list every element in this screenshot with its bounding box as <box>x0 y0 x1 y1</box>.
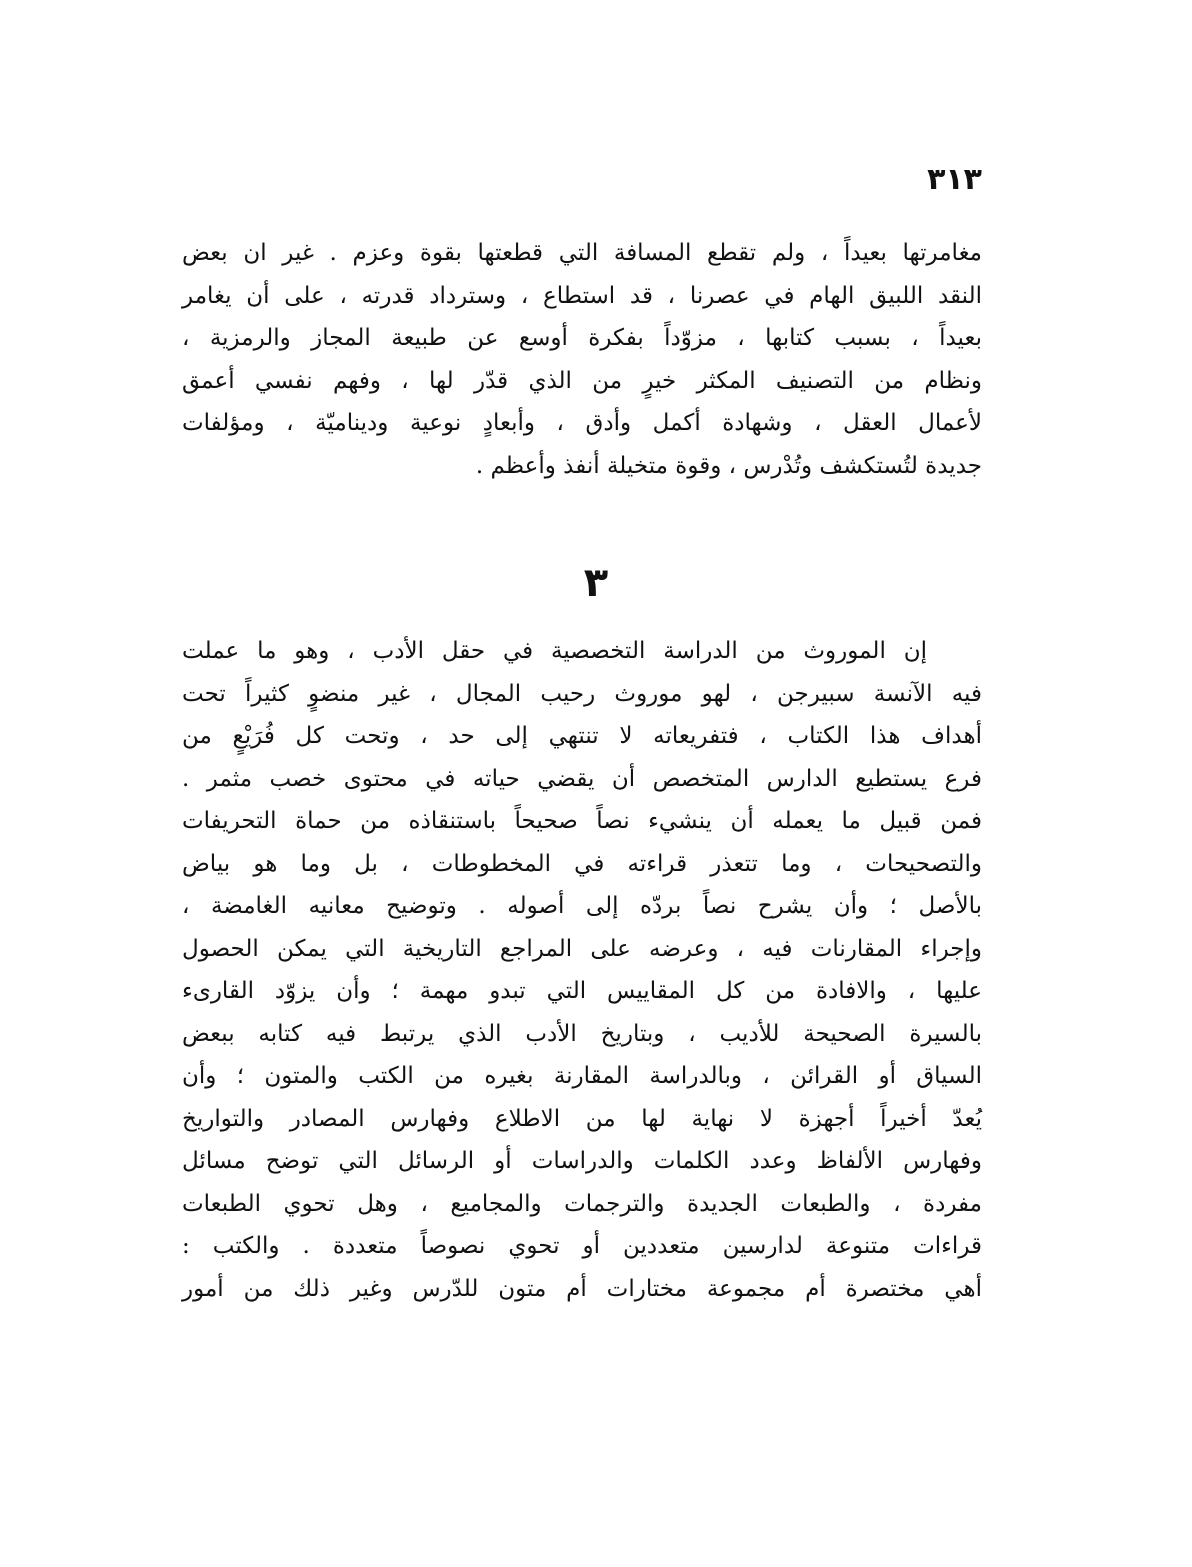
text-line: مفردة ، والطبعات الجديدة والترجمات والمجاميع ، وهل تحوي الطبعات <box>182 1190 982 1217</box>
text-line: السياق أو القرائن ، وبالدراسة المقارنة بغيره من الكتب والمتون ؛ وأن <box>182 1063 982 1089</box>
section-number: ٣ <box>583 560 609 606</box>
text-line: وإجراء المقارنات فيه ، وعرضه على المراجع التاريخية التي يمكن الحصول <box>182 935 982 962</box>
text-line: ونظام من التصنيف المكثر خيرٍ من الذي قدّر لها ، وفهم نفسي أعمق <box>182 367 982 394</box>
text-line: بالأصل ؛ وأن يشرح نصاً بردّه إلى أصوله . وتوضيح معانيه الغامضة ، <box>182 893 982 919</box>
text-line: جديدة لتُستكشف وتُدْرس ، وقوة متخيلة أنفذ وأعظم . <box>475 452 982 479</box>
text-line: بالسيرة الصحيحة للأديب ، وبتاريخ الأدب الذي يرتبط فيه كتابه ببعض <box>182 1020 982 1047</box>
text-line: لأعمال العقل ، وشهادة أكمل وأدق ، وأبعادٍ نوعية وديناميّة ، ومؤلفات <box>182 410 982 436</box>
text-line: عليها ، والافادة من كل المقاييس التي تبدو مهمة ؛ وأن يزوّد القارىء <box>182 978 982 1004</box>
text-line: فرع يستطيع الدارس المتخصص أن يقضي حياته في محتوى خصب مثمر . <box>182 765 982 792</box>
page-number: ٣١٣ <box>927 162 982 197</box>
text-line: أهي مختصرة أم مجموعة مختارات أم متون للدّرس وغير ذلك من أمور <box>182 1275 982 1302</box>
body-paragraph <box>182 630 982 1310</box>
text-line: فمن قبيل ما يعمله أن ينشيء نصاً صحيحاً باستنقاذه من حماة التحريفات <box>182 808 982 834</box>
text-line: أهداف هذا الكتاب ، فتفريعاته لا تنتهي إلى حد ، وتحت كل فُرَيْعٍ من <box>182 723 982 749</box>
text-line: مغامرتها بعيداً ، ولم تقطع المسافة التي قطعتها بقوة وعزم . غير ان بعض <box>182 240 982 266</box>
text-line: إن الموروث من الدراسة التخصصية في حقل الأدب ، وهو ما عملت <box>182 638 927 664</box>
text-line: وفهارس الألفاظ وعدد الكلمات والدراسات أو الرسائل التي توضح مسائل <box>182 1148 982 1174</box>
text-line: فيه الآنسة سبيرجن ، لهو موروث رحيب المجال ، غير منضوٍ كثيراً تحت <box>182 680 982 707</box>
text-line: بعيداً ، بسبب كتابها ، مزوّداً بفكرة أوسع عن طبيعة المجاز والرمزية ، <box>182 325 982 351</box>
text-line: قراءات متنوعة لدارسين متعددين أو تحوي نصوصاً متعددة . والكتب : <box>182 1233 982 1259</box>
text-line: يُعدّ أخيراً أجهزة لا نهاية لها من الاطلاع وفهارس المصادر والتواريخ <box>182 1105 982 1132</box>
text-line: النقد اللبيق الهام في عصرنا ، قد استطاع ، وسترداد قدرته ، على أن يغامر <box>182 282 982 309</box>
text-line: والتصحيحات ، وما تتعذر قراءته في المخطوطات ، بل وما هو بياض <box>182 850 982 877</box>
top-paragraph <box>182 232 982 487</box>
